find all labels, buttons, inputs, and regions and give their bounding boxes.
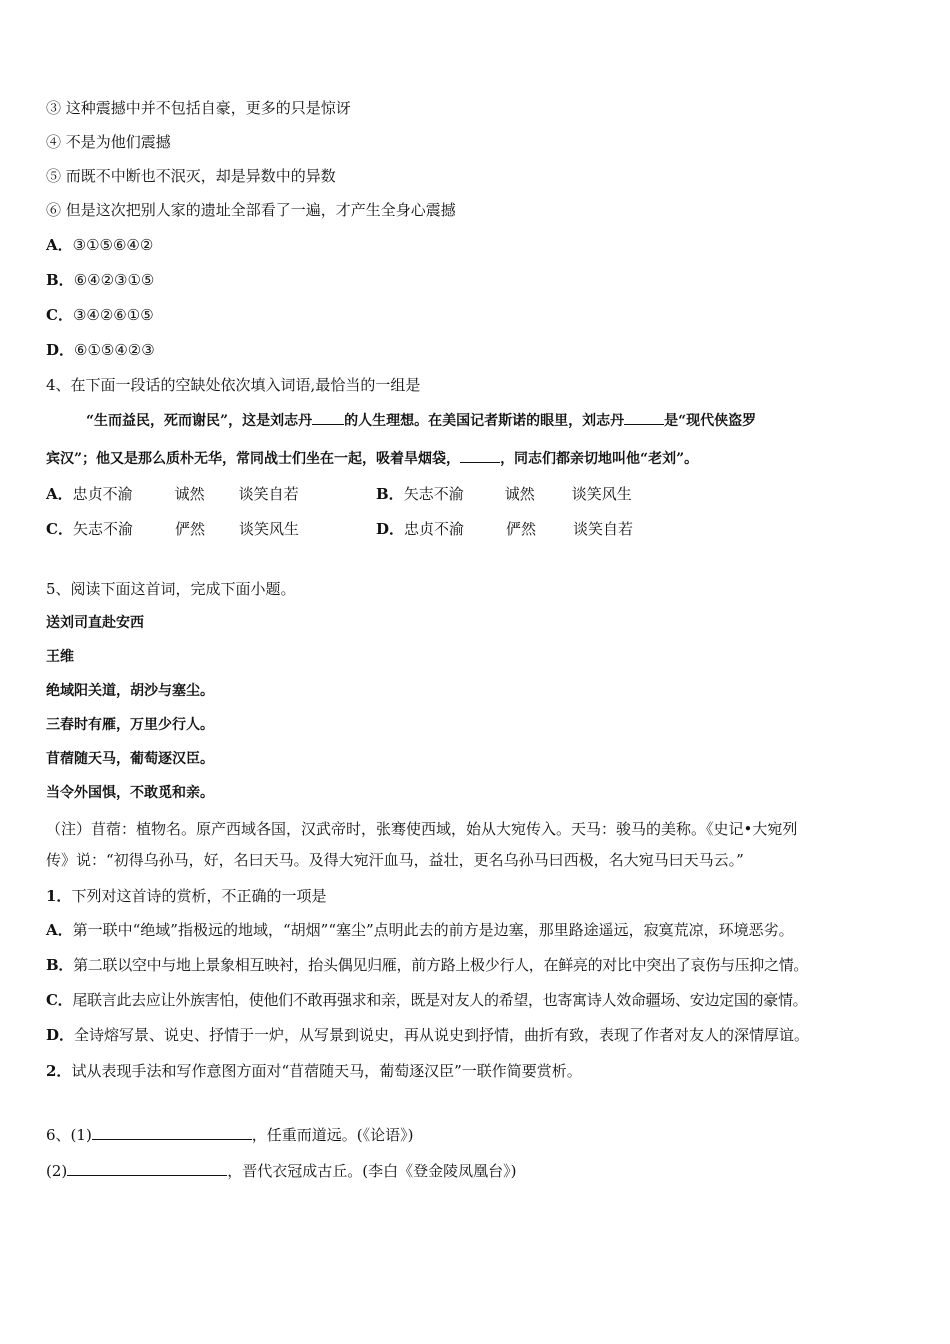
q6-prefix: (2) bbox=[46, 1162, 68, 1180]
option-word: 谈笑风生 bbox=[238, 520, 299, 538]
q5-sub1-option-b bbox=[46, 947, 916, 983]
option-letter: C． bbox=[46, 991, 73, 1009]
option-text: 第二联以空中与地上景象相互映衬，抬头偶见归雁，前方路上极少行人，在鲜亮的对比中突出了哀伤与压抑之情。 bbox=[73, 956, 809, 974]
fill-blank bbox=[624, 410, 664, 425]
poem-note-line2: 传》说：“初得乌孙马，好，名曰天马。及得大宛汗血马，益壮，更名乌孙马曰西极，名大宛马曰天马云。” bbox=[46, 851, 744, 869]
option-word: 谈笑自若 bbox=[238, 485, 299, 503]
option-letter: B． bbox=[376, 485, 404, 503]
sub-text: 试从表现手法和写作意图方面对“苜蓿随天马，葡萄逐汉臣”一联作简要赏析。 bbox=[71, 1062, 582, 1080]
option-word: 谈笑自若 bbox=[573, 520, 634, 538]
fill-blank bbox=[92, 1125, 252, 1140]
passage-text: 宾汉”；他又是那么质朴无华，常同战士们坐在一起，吸着旱烟袋， bbox=[46, 451, 461, 467]
poem-author: 王维 bbox=[46, 649, 74, 665]
option-text: ⑥④②③①⑤ bbox=[73, 271, 155, 289]
q3-item-4: ④ 不是为他们震撼 bbox=[46, 133, 171, 151]
sub-text: 下列对这首诗的赏析，不正确的一项是 bbox=[71, 887, 327, 905]
poem-line: 三春时有雁，万里少行人。 bbox=[46, 717, 214, 733]
option-text: ③④②⑥①⑤ bbox=[72, 306, 154, 324]
option-word: 忠贞不渝 bbox=[404, 520, 465, 538]
passage-text: 的人生理想。在美国记者斯诺的眼里，刘志丹 bbox=[344, 413, 625, 429]
option-letter: C． bbox=[46, 520, 73, 538]
option-letter: C． bbox=[46, 306, 73, 324]
poem-line: 当令外国惧，不敢觅和亲。 bbox=[46, 785, 214, 801]
option-text: ⑥①⑤④②③ bbox=[74, 341, 155, 359]
option-word: 俨然 bbox=[174, 520, 205, 538]
passage-text: ，同志们都亲切地叫他“老刘”。 bbox=[500, 451, 699, 467]
q4-option-d bbox=[376, 520, 633, 538]
q3-option-a bbox=[46, 236, 916, 254]
fill-blank bbox=[67, 1161, 227, 1176]
q6-prefix: 6、(1) bbox=[46, 1126, 92, 1144]
q6-suffix: ，任重而道远。(《论语》) bbox=[251, 1126, 414, 1144]
sub-number: 1． bbox=[46, 887, 72, 905]
sub-number: 2． bbox=[46, 1062, 72, 1080]
option-text: 尾联言此去应让外族害怕，使他们不敢再强求和亲，既是对友人的希望，也寄寓诗人效命疆场、安边定国的豪情。 bbox=[72, 991, 808, 1009]
q4-options-row-2 bbox=[46, 520, 916, 538]
fill-blank bbox=[460, 448, 500, 463]
q6-line2 bbox=[46, 1161, 916, 1180]
q3-item-5: ⑤ 而既不中断也不泯灭，却是异数中的异数 bbox=[46, 167, 336, 185]
option-letter: B． bbox=[46, 956, 74, 974]
q4-option-c bbox=[46, 520, 376, 538]
q6-suffix: ，晋代衣冠成古丘。(李白《登金陵凤凰台》) bbox=[227, 1162, 517, 1180]
option-word: 矢志不渝 bbox=[403, 485, 464, 503]
option-letter: A． bbox=[46, 236, 73, 254]
option-text: ③①⑤⑥④② bbox=[72, 236, 154, 254]
option-word: 忠贞不渝 bbox=[72, 485, 133, 503]
q4-option-b bbox=[376, 485, 632, 503]
q5-sub1 bbox=[46, 879, 916, 913]
q4-option-a bbox=[46, 485, 376, 503]
poem-line: 绝域阳关道，胡沙与塞尘。 bbox=[46, 683, 214, 699]
q5-sub1-option-a bbox=[46, 913, 906, 947]
q4-passage-line1 bbox=[46, 410, 916, 430]
poem-title: 送刘司直赴安西 bbox=[46, 615, 144, 631]
q6-line1 bbox=[46, 1125, 916, 1144]
q5-title: 5、阅读下面这首词，完成下面小题。 bbox=[46, 580, 296, 598]
option-letter: D． bbox=[376, 520, 405, 538]
option-letter: D． bbox=[46, 341, 75, 359]
q5-sub1-option-d bbox=[46, 1017, 916, 1053]
poem-line: 苜蓿随天马，葡萄逐汉臣。 bbox=[46, 751, 214, 767]
q3-item-6: ⑥ 但是这次把别人家的遗址全部看了一遍，才产生全身心震撼 bbox=[46, 201, 456, 219]
q3-option-d bbox=[46, 341, 916, 359]
q5-sub1-option-c bbox=[46, 983, 916, 1017]
passage-text: “生而益民，死而谢民”，这是刘志丹 bbox=[86, 413, 313, 429]
option-word: 诚然 bbox=[504, 485, 535, 503]
q4-title: 4、在下面一段话的空缺处依次填入词语,最恰当的一组是 bbox=[46, 376, 421, 394]
option-word: 诚然 bbox=[174, 485, 205, 503]
fill-blank bbox=[312, 410, 344, 425]
q5-sub2 bbox=[46, 1053, 916, 1089]
option-letter: A． bbox=[46, 485, 73, 503]
option-text: 全诗熔写景、说史、抒情于一炉，从写景到说史，再从说史到抒情，曲折有致，表现了作者对友人的深情厚谊。 bbox=[74, 1026, 810, 1044]
exam-page bbox=[46, 99, 916, 1180]
option-letter: D． bbox=[46, 1026, 75, 1044]
option-letter: B． bbox=[46, 271, 74, 289]
option-letter: A． bbox=[46, 921, 73, 939]
poem-note-line1: （注）苜蓿：植物名。原产西域各国，汉武帝时，张骞使西域，始从大宛传入。天马：骏马的美称。《史记•大宛列 bbox=[46, 820, 798, 838]
q4-options-row-1 bbox=[46, 485, 916, 503]
q3-item-3: ③ 这种震撼中并不包括自豪，更多的只是惊讶 bbox=[46, 99, 351, 117]
option-text: 第一联中“绝域”指极远的地域，“胡烟”“塞尘”点明此去的前方是边塞，那里路途遥远，寂寞荒凉，环境恶劣。 bbox=[72, 921, 794, 939]
option-word: 谈笑风生 bbox=[571, 485, 632, 503]
q4-passage-line2 bbox=[46, 448, 916, 468]
q3-option-b bbox=[46, 271, 916, 289]
q3-option-c bbox=[46, 306, 916, 324]
passage-text: 是“现代侠盗罗 bbox=[664, 413, 757, 429]
option-word: 俨然 bbox=[506, 520, 537, 538]
option-word: 矢志不渝 bbox=[72, 520, 133, 538]
